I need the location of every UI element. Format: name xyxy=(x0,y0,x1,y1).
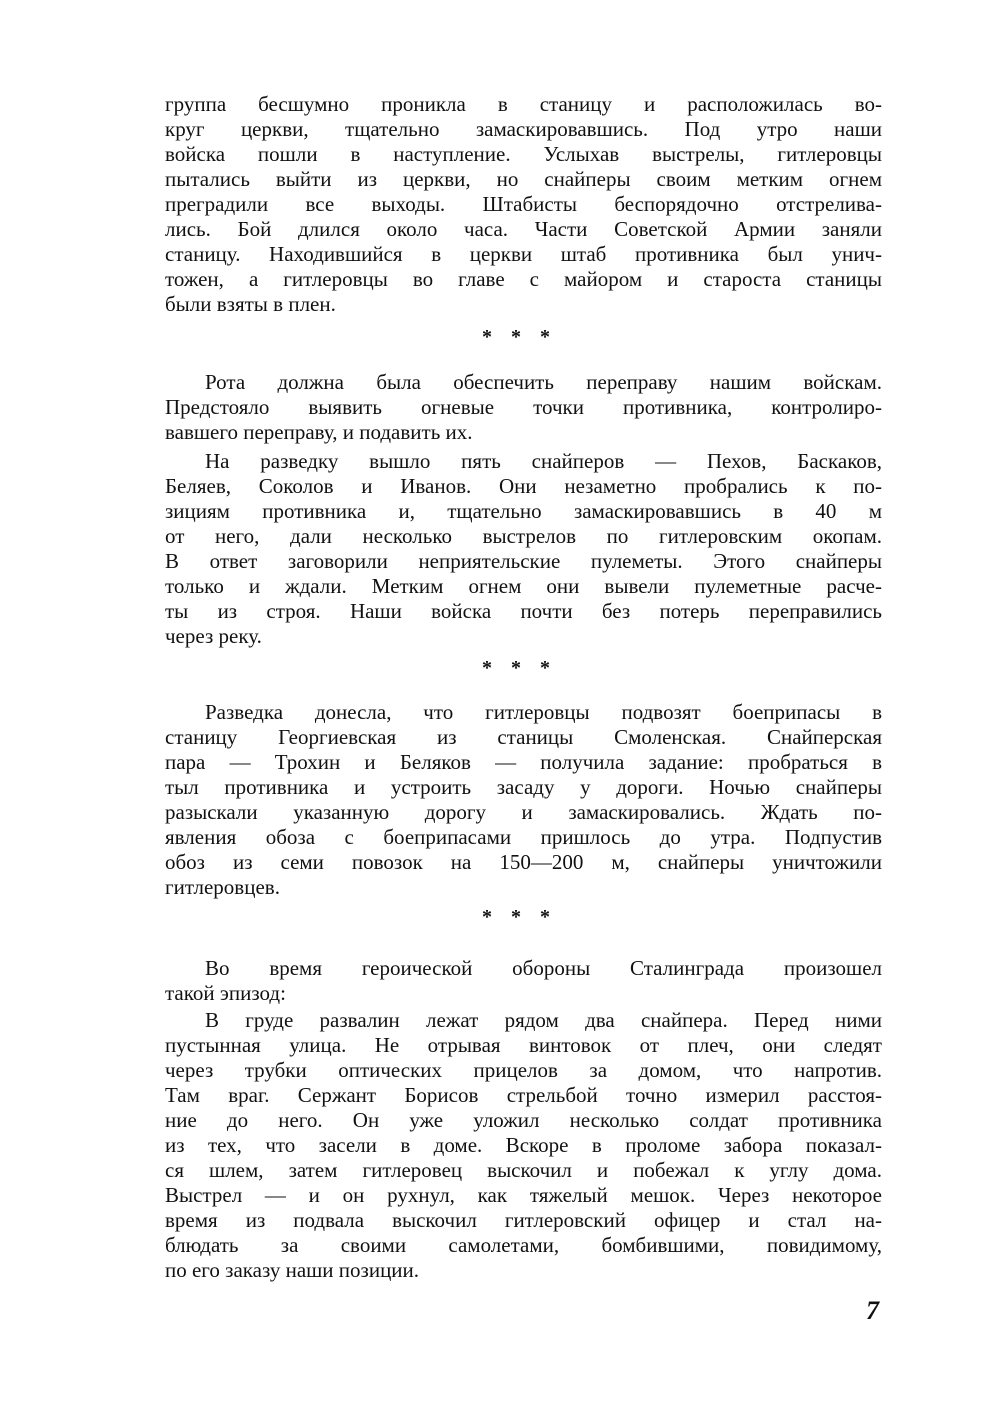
text-line: время из подвала выскочил гитлеровский офицер и стал на- xyxy=(165,1208,882,1232)
text-line: через трубки оптических прицелов за домом, что напротив. xyxy=(165,1058,882,1082)
section-separator: * * * xyxy=(482,906,550,928)
text-line: были взяты в плен. xyxy=(165,292,336,316)
text-line: Предстояло выявить огневые точки противника, контролиро- xyxy=(165,395,882,419)
text-line: такой эпизод: xyxy=(165,981,286,1005)
text-line: круг церкви, тщательно замаскировавшись. Под утро наши xyxy=(165,117,882,141)
text-line: гитлеровцев. xyxy=(165,875,280,899)
page-number: 7 xyxy=(866,1296,879,1325)
text-line: преградили все выходы. Штабисты беспорядочно отстрелива- xyxy=(165,192,882,216)
text-line: обоз из семи повозок на 150—200 м, снайперы уничтожили xyxy=(165,850,882,874)
text-line: пустынная улица. Не отрывая винтовок от плеч, они следят xyxy=(165,1033,882,1057)
text-line: вавшего переправу, и подавить их. xyxy=(165,420,473,444)
text-line: войска пошли в наступление. Услыхав выстрелы, гитлеровцы xyxy=(165,142,882,166)
section-separator: * * * xyxy=(482,657,550,679)
text-line: ние до него. Он уже уложил несколько солдат противника xyxy=(165,1108,882,1132)
section-separator: * * * xyxy=(482,326,550,348)
text-line: пытались выйти из церкви, но снайперы своим метким огнем xyxy=(165,167,882,191)
text-line: явления обоза с боеприпасами пришлось до утра. Подпустив xyxy=(165,825,882,849)
text-line: На разведку вышло пять снайперов — Пехов, Баскаков, xyxy=(205,449,882,473)
text-line: тыл противника и устроить засаду у дороги. Ночью снайперы xyxy=(165,775,882,799)
text-line: Выстрел — и он рухнул, как тяжелый мешок. Через некоторое xyxy=(165,1183,882,1207)
text-line: Рота должна была обеспечить переправу нашим войскам. xyxy=(205,370,882,394)
text-line: тожен, а гитлеровцы во главе с майором и староста станицы xyxy=(165,267,882,291)
text-line: ся шлем, затем гитлеровец выскочил и побежал к углу дома. xyxy=(165,1158,882,1182)
text-line: Там враг. Сержант Борисов стрельбой точно измерил расстоя- xyxy=(165,1083,882,1107)
text-line: через реку. xyxy=(165,624,262,648)
text-line: лись. Бой длился около часа. Части Советской Армии заняли xyxy=(165,217,882,241)
text-line: блюдать за своими самолетами, бомбившими, повидимому, xyxy=(165,1233,882,1257)
text-line: пара — Трохин и Беляков — получила задание: пробраться в xyxy=(165,750,882,774)
text-line: группа бесшумно проникла в станицу и расположилась во- xyxy=(165,92,882,116)
text-line: из тех, что засели в доме. Вскоре в проломе забора показал- xyxy=(165,1133,882,1157)
text-line: разыскали указанную дорогу и замаскировались. Ждать по- xyxy=(165,800,882,824)
text-line: станицу Георгиевская из станицы Смоленская. Снайперская xyxy=(165,725,882,749)
text-line: станицу. Находившийся в церкви штаб противника был унич- xyxy=(165,242,882,266)
text-line: только и ждали. Метким огнем они вывели пулеметные расче- xyxy=(165,574,882,598)
text-line: В ответ заговорили неприятельские пулеметы. Этого снайперы xyxy=(165,549,882,573)
text-line: В груде развалин лежат рядом два снайпера. Перед ними xyxy=(205,1008,882,1032)
text-line: ты из строя. Наши войска почти без потерь переправились xyxy=(165,599,882,623)
text-line: Разведка донесла, что гитлеровцы подвозят боеприпасы в xyxy=(205,700,882,724)
text-line: Беляев, Соколов и Иванов. Они незаметно пробрались к по- xyxy=(165,474,882,498)
text-line: от него, дали несколько выстрелов по гитлеровским окопам. xyxy=(165,524,882,548)
text-line: по его заказу наши позиции. xyxy=(165,1258,420,1282)
text-line: зициям противника и, тщательно замаскировавшись в 40 м xyxy=(165,499,882,523)
text-line: Во время героической обороны Сталинграда произошел xyxy=(205,956,882,980)
